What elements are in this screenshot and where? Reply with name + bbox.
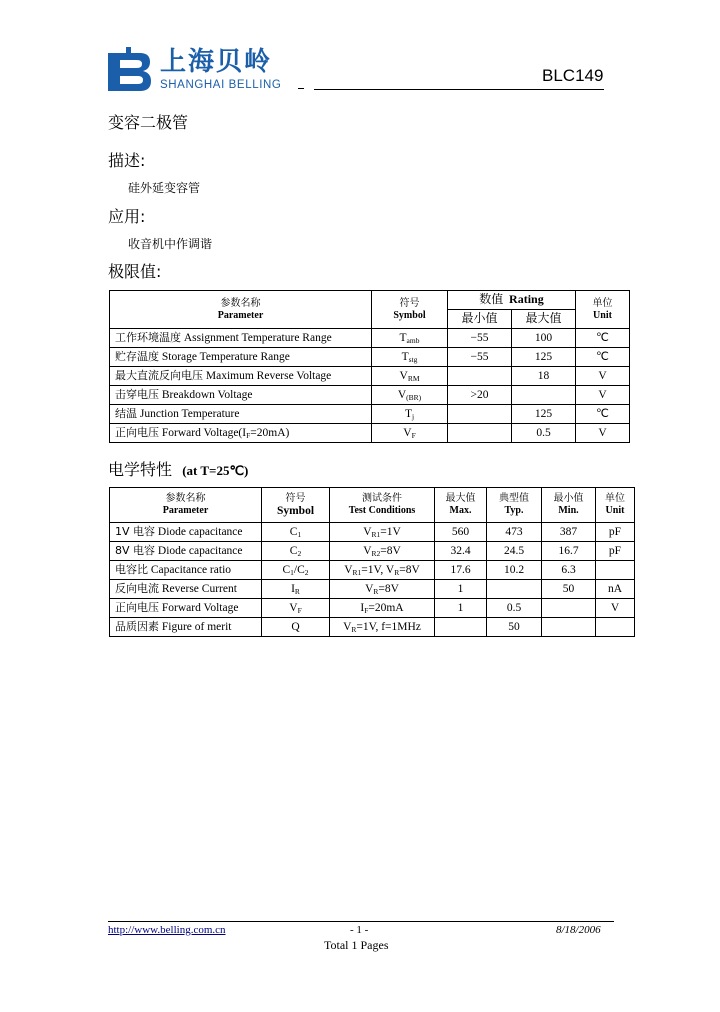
table-row: 正向电压 Forward $Voltage(I_F=20mA)$ $V_F$ 0.5 V (110, 424, 630, 443)
footer-date: 8/18/2006 (556, 924, 601, 936)
electrical-header-conditions: 测试条件 Test Conditions (330, 488, 435, 523)
company-name-cn: 上海贝岭 (160, 47, 273, 77)
electrical-header-row (110, 488, 635, 523)
table-row: 反向电流 Reverse Current $I_R$ $V_R=8V$ 1 50 nA (110, 580, 635, 599)
page-number: - 1 - (350, 924, 369, 936)
table-row: 8V 电容 Diode capacitance $C_2$ $V_{R2}=8V$ 32.4 24.5 16.7 pF (110, 542, 635, 561)
limits-header-max: 最大值 (512, 310, 576, 329)
limits-header-parameter: 参数名称 Parameter (110, 291, 372, 329)
limits-header-rating: 数值 Rating (448, 291, 576, 310)
belling-logo-icon (108, 47, 152, 93)
limits-header-min: 最小值 (448, 310, 512, 329)
document-title: 变容二极管 (108, 113, 189, 132)
electrical-header-unit: 单位 Unit (596, 488, 635, 523)
table-row: 品质因素 Figure of merit Q $V_R=1V$, f=1MHz 50 (110, 618, 635, 637)
table-row: 电容比 Capacitance ratio $C_1/C_2$ $V_{R1}=1V$, $V_R=8V$ 17.6 10.2 6.3 (110, 561, 635, 580)
table-row: 贮存温度 Storage Temperature Range $T_{stg}$ −55 125 ℃ (110, 348, 630, 367)
limits-header-unit: 单位 Unit (576, 291, 630, 329)
limits-table (109, 290, 630, 443)
description-heading: 描述: (108, 151, 146, 170)
limits-header-symbol: 符号 Symbol (372, 291, 448, 329)
header-dash (298, 88, 304, 89)
footer-link[interactable]: http://www.belling.com.cn (108, 924, 226, 936)
electrical-header-min: 最小值 Min. (542, 488, 596, 523)
electrical-header-parameter: 参数名称 Parameter (110, 488, 262, 523)
electrical-header-typ: 典型值 Typ. (487, 488, 542, 523)
electrical-table (109, 487, 635, 637)
part-number: BLC149 (542, 66, 604, 85)
table-row: 工作环境温度 Assignment Temperature Range $T_{amb}$ −55 100 ℃ (110, 329, 630, 348)
table-row: 击穿电压 Breakdown Voltage $V_{(BR)}$ >20 V (110, 386, 630, 405)
table-row: 结温 Junction Temperature $T_j$ 125 ℃ (110, 405, 630, 424)
company-name-en: SHANGHAI BELLING (160, 79, 282, 91)
total-pages: Total 1 Pages (324, 938, 389, 952)
electrical-header-symbol: 符号 Symbol (262, 488, 330, 523)
description-text: 硅外延变容管 (128, 181, 201, 195)
footer-rule (108, 921, 614, 922)
limits-heading: 极限值: (108, 262, 162, 281)
electrical-header-max: 最大值 Max. (435, 488, 487, 523)
application-heading: 应用: (108, 207, 146, 226)
header-rule (314, 89, 604, 90)
table-row: 最大直流反向电压 Maximum Reverse Voltage $V_{RM}$ 18 V (110, 367, 630, 386)
limits-header-row (110, 291, 630, 310)
table-row: 正向电压 Forward Voltage $V_F$ $I_F=20mA$ 1 0.5 V (110, 599, 635, 618)
table-row: 1V 电容 Diode capacitance $C_1$ $V_{R1}=1V$ 560 473 387 pF (110, 523, 635, 542)
application-text: 收音机中作调谐 (128, 237, 213, 251)
electrical-heading: 电学特性 (at T=25℃) (108, 460, 249, 479)
